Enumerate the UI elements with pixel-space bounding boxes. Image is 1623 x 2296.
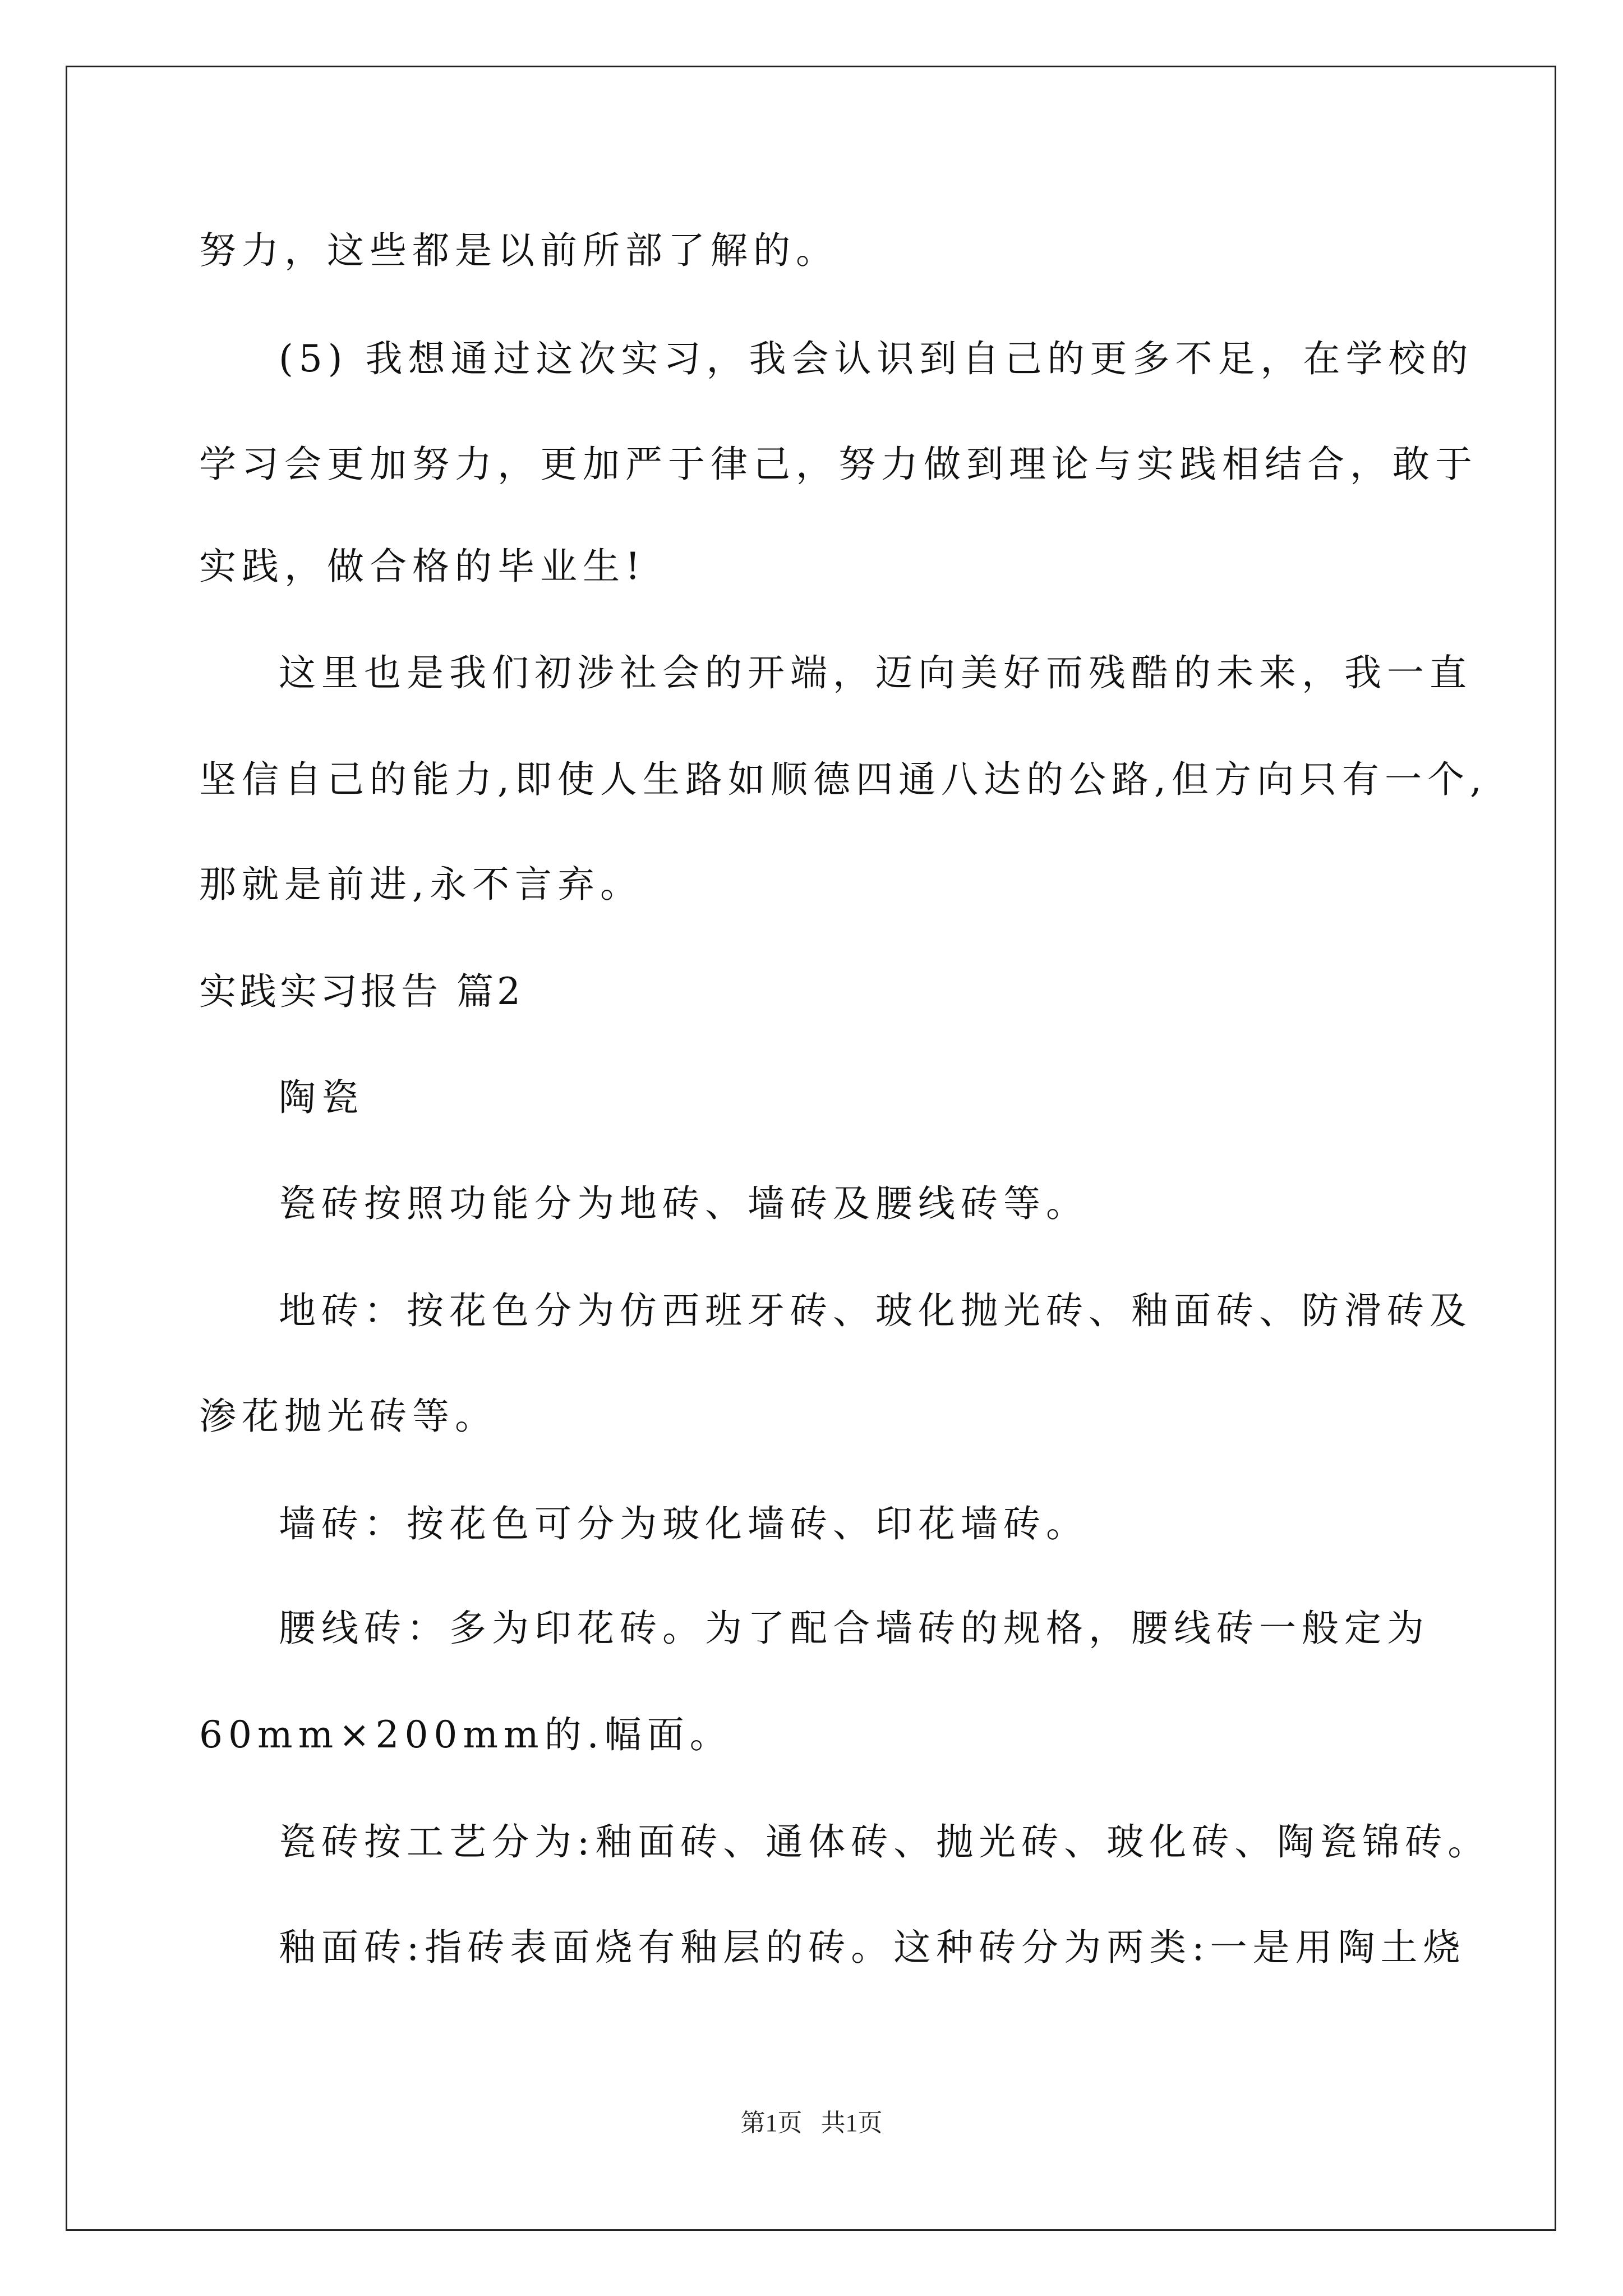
text-line: 这里也是我们初涉社会的开端，迈向美好而残酷的未来，我一直 [279,651,1472,694]
text-line: 陶瓷 [279,1076,364,1119]
text-line: 渗花抛光砖等。 [199,1395,497,1438]
text-line: 腰线砖：多为印花砖。为了配合墙砖的规格，腰线砖一般定为 [279,1607,1430,1650]
text-line: 地砖：按花色分为仿西班牙砖、玻化抛光砖、釉面砖、防滑砖及 [279,1289,1472,1332]
page-number-footer: 第1页 共1页 [740,2109,883,2137]
text-line: (5) 我想通过这次实习，我会认识到自己的更多不足，在学校的 [279,337,1474,380]
page-border [66,66,1556,2231]
text-line: 实践，做合格的毕业生! [199,545,646,588]
section-heading: 实践实习报告 篇2 [199,970,524,1013]
text-line: 学习会更加努力，更加严于律己，努力做到理论与实践相结合，敢于 [199,443,1478,486]
text-line: 努力，这些都是以前所部了解的。 [199,229,838,272]
text-line: 瓷砖按工艺分为:釉面砖、通体砖、抛光砖、玻化砖、陶瓷锦砖。 [279,1820,1491,1864]
text-line: 坚信自己的能力,即使人生路如顺德四通八达的公路,但方向只有一个, [199,758,1487,801]
text-line: 釉面砖:指砖表面烧有釉层的砖。这种砖分为两类:一是用陶土烧 [279,1926,1466,1969]
text-line: 瓷砖按照功能分为地砖、墙砖及腰线砖等。 [279,1182,1089,1225]
text-line: 60mm×200mm的.幅面。 [199,1713,732,1756]
text-line: 墙砖：按花色可分为玻化墙砖、印花墙砖。 [279,1502,1089,1545]
text-line: 那就是前进,永不言弃。 [199,863,643,906]
